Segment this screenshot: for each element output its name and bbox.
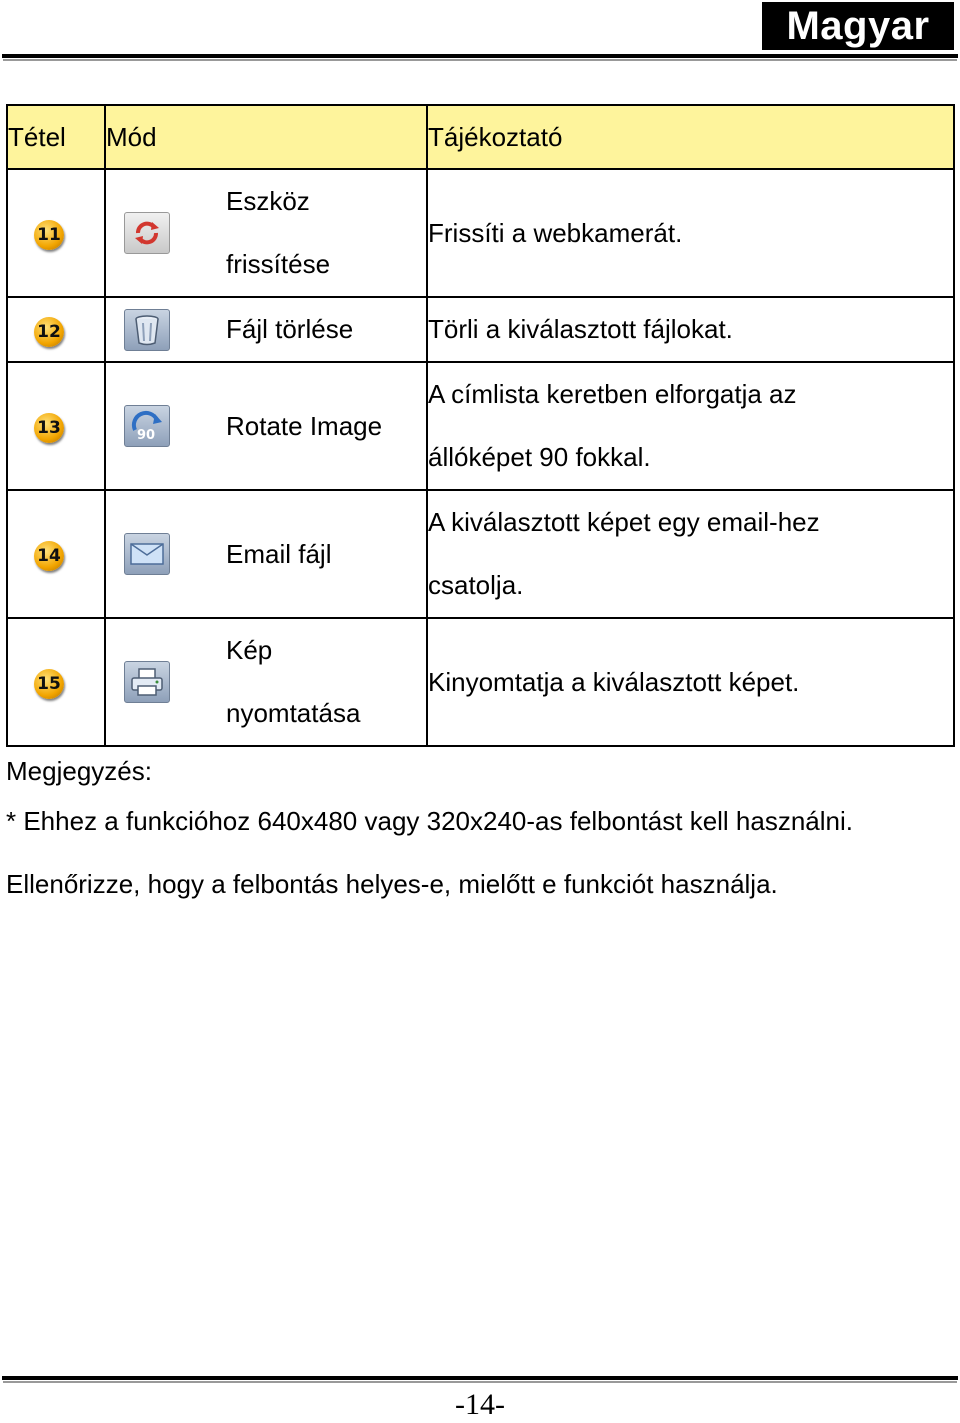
rotate-90-icon xyxy=(124,405,170,447)
number-badge: 14 xyxy=(34,541,64,571)
mode-cell xyxy=(105,490,427,618)
mode-label-line: frissítése xyxy=(226,249,331,279)
info-cell xyxy=(427,169,954,297)
svg-text:90: 90 xyxy=(137,428,156,442)
item-number-cell xyxy=(7,618,105,746)
info-text-line: Törli a kiválasztott fájlokat. xyxy=(428,314,733,344)
mode-label-line: Email fájl xyxy=(226,538,332,569)
column-header-item: Tétel xyxy=(7,105,105,169)
mode-cell xyxy=(105,169,427,297)
number-badge: 12 xyxy=(34,317,64,347)
printer-icon xyxy=(124,661,170,703)
trash-icon xyxy=(124,309,170,351)
mode-cell xyxy=(105,362,427,490)
column-header-mode: Mód xyxy=(105,105,427,169)
header-divider xyxy=(2,54,958,58)
item-number-cell xyxy=(7,297,105,362)
footer-divider xyxy=(2,1376,958,1380)
info-text-line: csatolja. xyxy=(428,570,524,600)
table-row xyxy=(7,297,954,362)
mode-cell xyxy=(105,297,427,362)
note-text-line: * Ehhez a funkcióhoz 640x480 vagy 320x240-as felbontást kell használni. xyxy=(6,806,854,836)
table-row xyxy=(7,490,954,618)
info-text-line: állóképet 90 fokkal. xyxy=(428,442,651,472)
info-cell xyxy=(427,297,954,362)
info-cell xyxy=(427,618,954,746)
column-header-info: Tájékoztató xyxy=(427,105,954,169)
note-label: Megjegyzés: xyxy=(6,756,152,786)
item-number-cell xyxy=(7,169,105,297)
number-badge: 15 xyxy=(34,669,64,699)
mode-label-line: Eszköz xyxy=(226,186,310,216)
language-badge: Magyar xyxy=(762,2,954,50)
page-number: -14- xyxy=(455,1388,505,1421)
table-row xyxy=(7,362,954,490)
number-badge: 13 xyxy=(34,413,64,443)
refresh-device-icon xyxy=(124,212,170,254)
mode-label-line: Rotate Image xyxy=(226,410,383,441)
email-envelope-icon xyxy=(124,533,170,575)
info-cell xyxy=(427,362,954,490)
number-badge: 11 xyxy=(34,220,64,250)
table-header-row xyxy=(7,105,954,169)
table-row xyxy=(7,169,954,297)
info-cell xyxy=(427,490,954,618)
feature-table xyxy=(6,104,955,747)
info-text-line: Kinyomtatja a kiválasztott képet. xyxy=(428,666,800,697)
note-text-line: Ellenőrizze, hogy a felbontás helyes-e, mielőtt e funkciót használja. xyxy=(6,869,778,899)
info-text-line: Frissíti a webkamerát. xyxy=(428,217,683,248)
table-row xyxy=(7,618,954,746)
info-text-line: A címlista keretben elforgatja az xyxy=(428,379,797,409)
item-number-cell xyxy=(7,362,105,490)
info-text-line: A kiválasztott képet egy email-hez xyxy=(428,507,820,537)
item-number-cell xyxy=(7,490,105,618)
mode-cell xyxy=(105,618,427,746)
mode-label-line: Fájl törlése xyxy=(226,314,354,344)
mode-label-line: Kép xyxy=(226,635,273,665)
mode-label-line: nyomtatása xyxy=(226,698,361,728)
